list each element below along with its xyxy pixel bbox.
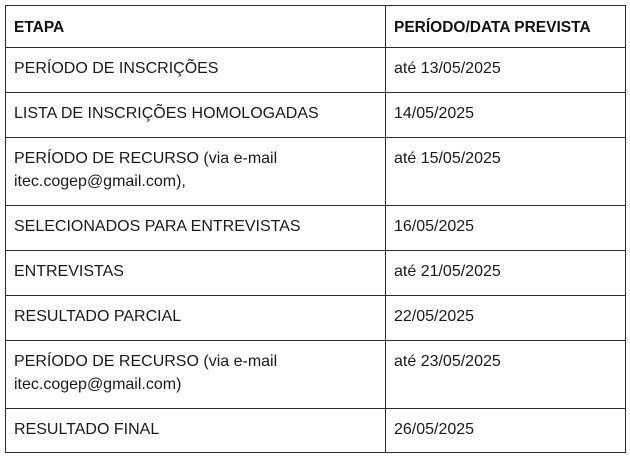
table-row <box>6 93 626 138</box>
table-row <box>6 138 626 206</box>
date-cell: 26/05/2025 <box>386 409 626 453</box>
table-header <box>6 6 626 48</box>
stage-cell: ENTREVISTAS <box>6 251 386 296</box>
stage-cell: SELECIONADOS PARA ENTREVISTAS <box>6 206 386 251</box>
date-cell: até 23/05/2025 <box>386 341 626 409</box>
table-row <box>6 251 626 296</box>
table-row <box>6 296 626 341</box>
date-cell: 16/05/2025 <box>386 206 626 251</box>
schedule-table <box>5 5 626 453</box>
header-date: PERÍODO/DATA PREVISTA <box>386 6 626 48</box>
header-row <box>6 6 626 48</box>
header-stage: ETAPA <box>6 6 386 48</box>
date-cell: 14/05/2025 <box>386 93 626 138</box>
date-cell: até 21/05/2025 <box>386 251 626 296</box>
stage-cell: PERÍODO DE RECURSO (via e-mail itec.cogep@gmail.com), <box>6 138 386 206</box>
date-cell: até 15/05/2025 <box>386 138 626 206</box>
stage-cell: RESULTADO PARCIAL <box>6 296 386 341</box>
table-row <box>6 409 626 453</box>
table-body <box>6 48 626 453</box>
table-row <box>6 206 626 251</box>
stage-cell: RESULTADO FINAL <box>6 409 386 453</box>
stage-cell: PERÍODO DE INSCRIÇÕES <box>6 48 386 93</box>
table-row <box>6 48 626 93</box>
stage-cell: LISTA DE INSCRIÇÕES HOMOLOGADAS <box>6 93 386 138</box>
stage-cell: PERÍODO DE RECURSO (via e-mail itec.cogep@gmail.com) <box>6 341 386 409</box>
table-row <box>6 341 626 409</box>
date-cell: 22/05/2025 <box>386 296 626 341</box>
date-cell: até 13/05/2025 <box>386 48 626 93</box>
